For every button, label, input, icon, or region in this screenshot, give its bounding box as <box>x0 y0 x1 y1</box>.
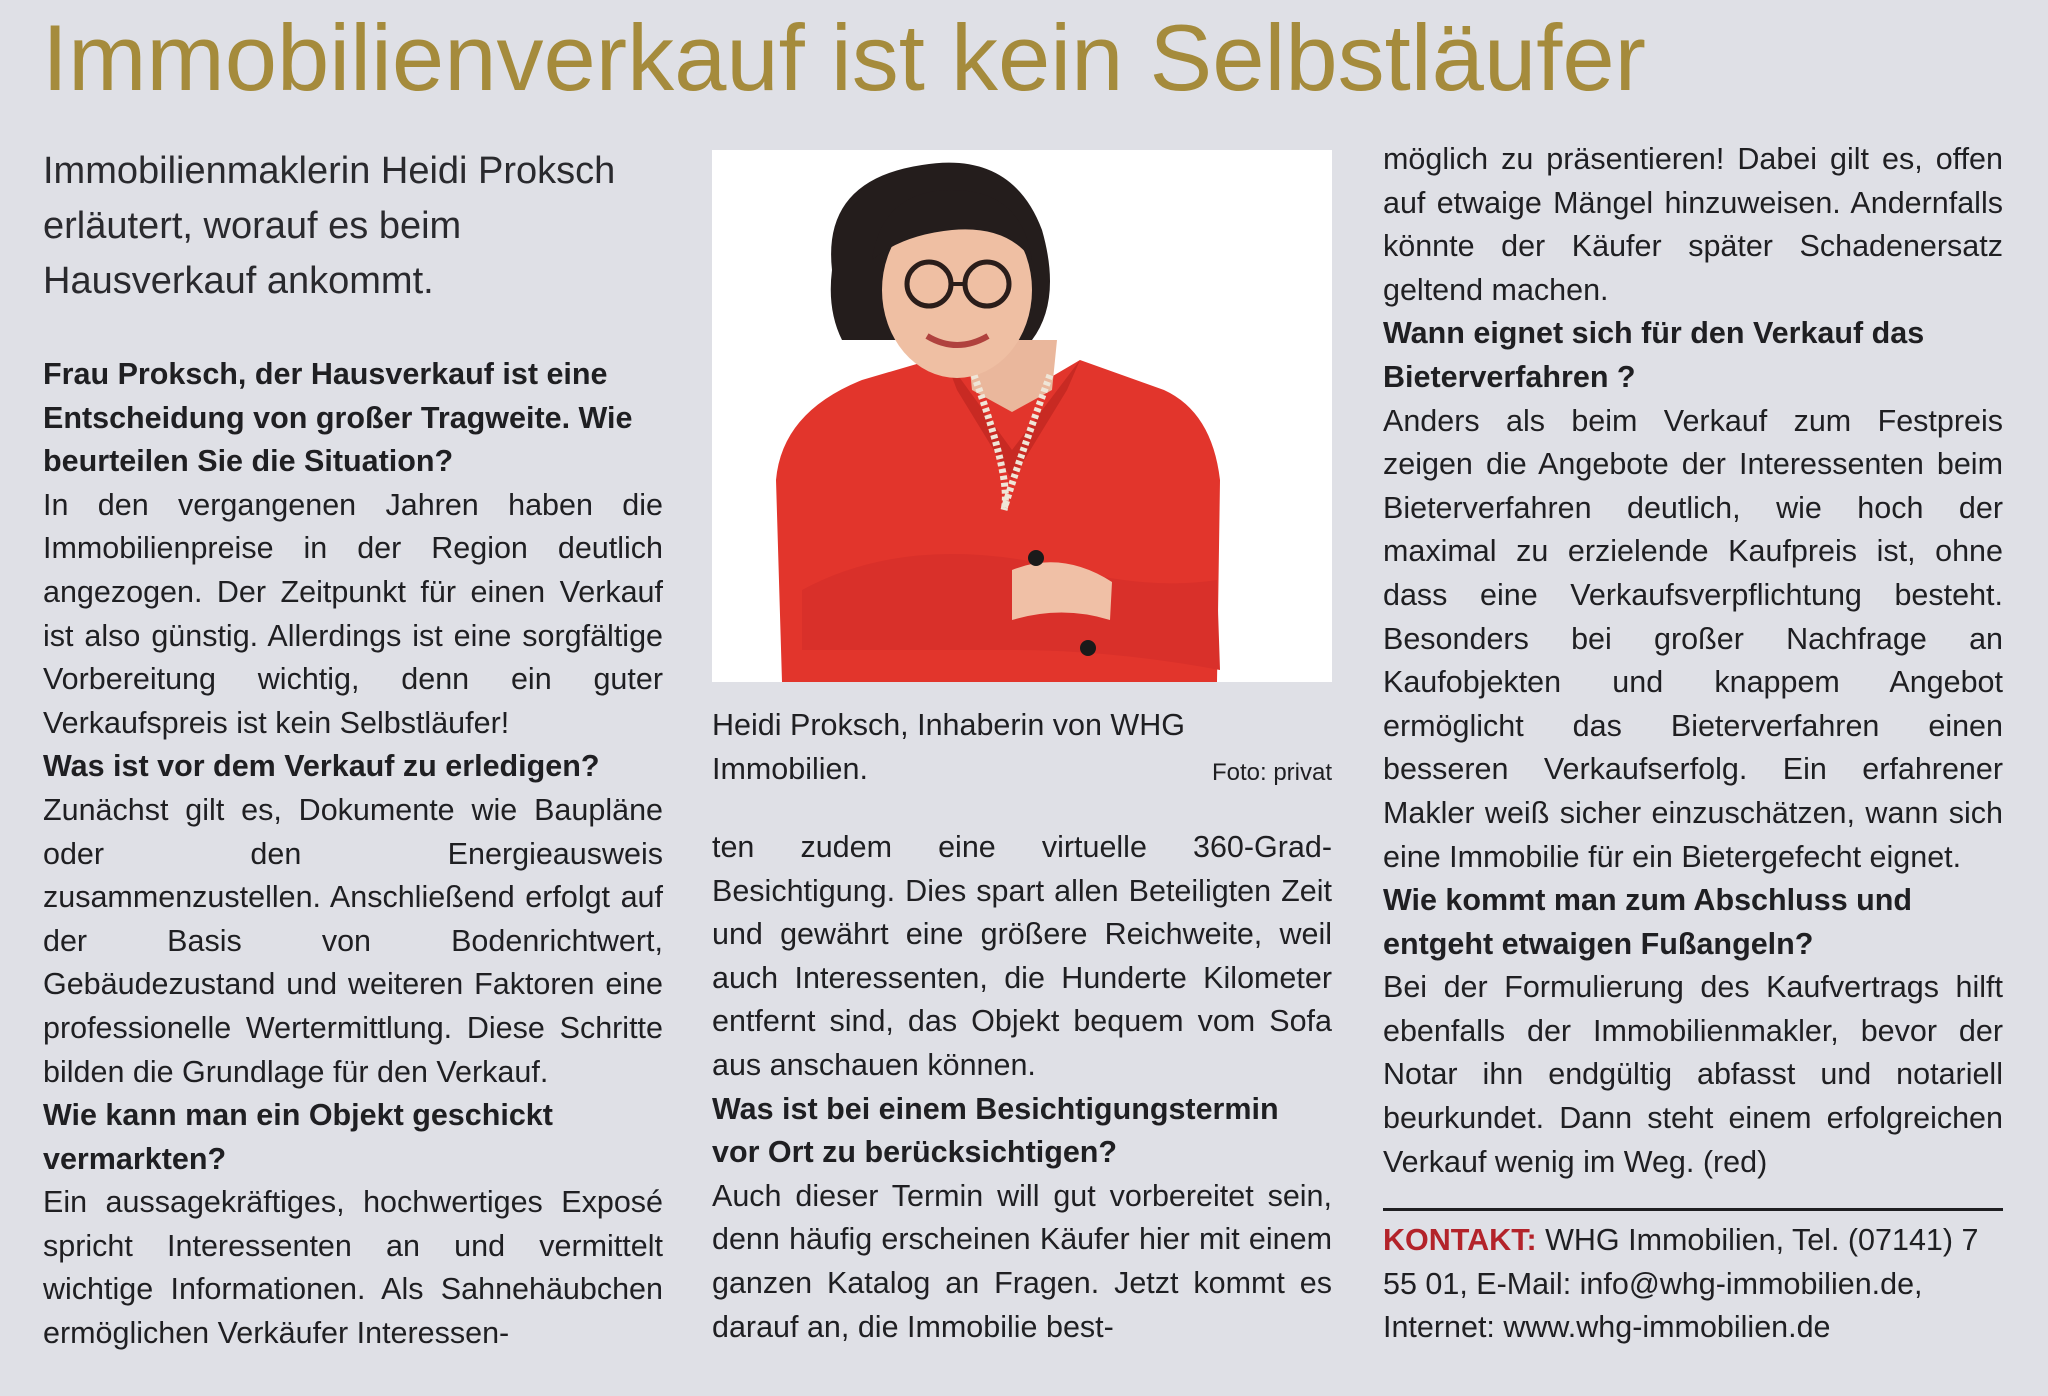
question-2: Was ist vor dem Verkauf zu erledigen? <box>43 749 600 784</box>
answer-1: In den vergangenen Jahren haben die Immobilienpreise in der Region deutlich angezogen. Der Zeitpunkt für einen Verkauf ist also günstig. Allerdings ist eine sorgfältige Vorbereitung wichtig, denn ein guter Verkaufspreis ist kein Selbstläufer! <box>43 487 663 740</box>
question-4: Was ist bei einem Besichtigungstermin vor Ort zu berücksichtigen? <box>712 1091 1279 1170</box>
question-5: Wann eignet sich für den Verkauf das Bieterverfahren ? <box>1383 316 1925 394</box>
answer-2: Zunächst gilt es, Dokumente wie Baupläne oder den Energieausweis zusammenzustellen. Anschließend erfolgt auf der Basis von Bodenrichtwert, Gebäudezustand und weiteren Faktoren eine professionelle Wertermittlung. Diese Schritte bilden die Grundlage für den Verkauf. <box>43 792 663 1089</box>
answer-6: Bei der Formulierung des Kaufvertrags hilft ebenfalls der Immobilienmakler, bevor der Notar ihn endgültig abfasst und notariell beurkundet. Dann steht einem erfolgreichen Verkauf wenig im Weg. (red) <box>1383 970 2003 1179</box>
headline: Immobilienverkauf ist kein Selbstläufer <box>42 5 1646 110</box>
contact-divider <box>1383 1208 2003 1211</box>
photo-credit: Foto: privat <box>1211 759 1332 786</box>
column-2 <box>712 138 1332 1349</box>
question-3: Wie kann man ein Objekt geschickt vermarkten? <box>43 1098 553 1176</box>
question-6: Wie kommt man zum Abschluss und entgeht etwaigen Fußangeln? <box>1383 883 1913 961</box>
portrait-image <box>712 150 1332 682</box>
column-2-body <box>712 826 1332 1349</box>
question-1: Frau Proksch, der Hausverkauf ist eine Entscheidung von großer Tragweite. Wie beurteilen Sie die Situation? <box>43 357 633 479</box>
column-1 <box>43 138 663 1356</box>
answer-3-continued: ten zudem eine virtuelle 360-Grad-Besichtigung. Dies spart allen Beteiligten Zeit und gewährt eine größere Reichweite, weil auch Interessenten, die Hunderte Kilometer entfernt sind, das Objekt bequem vom Sofa aus anschauen können. <box>712 830 1332 1082</box>
answer-3: Ein aussagekräftiges, hochwertiges Exposé spricht Interessenten an und vermittelt wichtige Informationen. Als Sahnehäubchen ermöglichen Verkäufer Interessen- <box>43 1185 663 1351</box>
caption-row <box>712 704 1332 792</box>
column-3 <box>1383 138 2003 1350</box>
portrait-photo <box>712 150 1332 682</box>
contact-text: WHG Immobilien, Tel. (07141) 7 55 01, E-Mail: info@whg-immobilien.de, Internet: www.whg-immobilien.de <box>1383 1223 1979 1345</box>
answer-4: Auch dieser Termin will gut vorbereitet sein, denn häufig erscheinen Käufer hier mit einem ganzen Katalog an Fragen. Jetzt kommt es darauf an, die Immobilie best- <box>712 1178 1332 1344</box>
answer-5: Anders als beim Verkauf zum Festpreis zeigen die Angebote der Interessenten beim Bieterverfahren deutlich, wie hoch der maximal zu erzielende Kaufpreis ist, ohne dass eine Verkaufsverpflichtung besteht. Besonders bei großer Nachfrage an Kaufobjekten und knappem Angebot ermöglicht das Bieterverfahren einen besseren Verkaufserfolg. Ein erfahrener Makler weiß sicher einzuschätzen, wann sich eine Immobilie für ein Bietergefecht eignet. <box>1383 403 2003 874</box>
contact-label: KONTAKT: <box>1383 1223 1537 1258</box>
answer-4-continued: möglich zu präsentieren! Dabei gilt es, offen auf etwaige Mängel hinzuweisen. Andernfalls könnte der Käufer später Schadenersatz geltend machen. <box>1383 142 2003 307</box>
photo-caption: Heidi Proksch, Inhaberin von WHG Immobilien. <box>712 708 1185 786</box>
contact-info <box>1383 1219 2003 1350</box>
intro-text: Immobilienmaklerin Heidi Proksch erläutert, worauf es beim Hausverkauf ankommt. <box>43 150 616 302</box>
